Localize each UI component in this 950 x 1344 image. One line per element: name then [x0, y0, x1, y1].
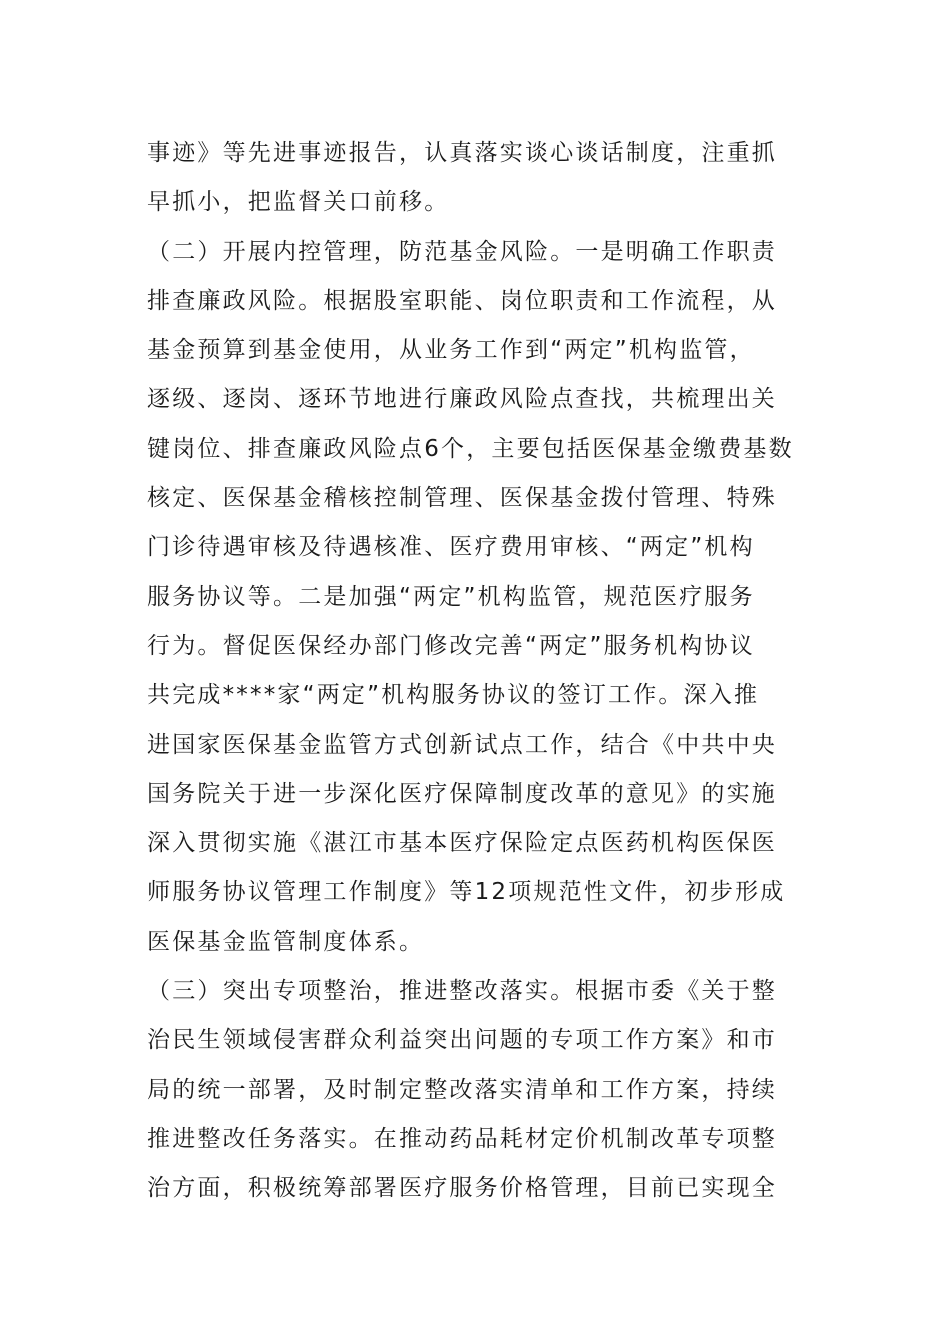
text-line: 门诊待遇审核及待遇核准、医疗费用审核、“两定”机构: [147, 534, 755, 561]
text-line: 逐级、逐岗、逐环节地进行廉政风险点查找，共梳理出关: [147, 386, 777, 413]
text-line: （二）开展内控管理，防范基金风险。一是明确工作职责: [147, 238, 777, 265]
text-line: 治民生领域侵害群众利益突出问题的专项工作方案》和市: [147, 1027, 777, 1054]
body-text: [147, 129, 810, 1214]
text-line: 师服务协议管理工作制度》等12项规范性文件，初步形成: [147, 879, 786, 906]
text-line: 共完成****家“两定”机构服务协议的签订工作。深入推: [147, 682, 760, 709]
text-line: 医保基金监管制度体系。: [147, 928, 425, 955]
text-line: 治方面，积极统筹部署医疗服务价格管理，目前已实现全: [147, 1175, 777, 1202]
text-line: 键岗位、排查廉政风险点6个，主要包括医保基金缴费基数: [147, 435, 794, 462]
text-line: 国务院关于进一步深化医疗保障制度改革的意见》的实施: [147, 780, 777, 807]
text-line: （三）突出专项整治，推进整改落实。根据市委《关于整: [147, 978, 777, 1005]
text-line: 早抓小，把监督关口前移。: [147, 189, 450, 216]
text-line: 推进整改任务落实。在推动药品耗材定价机制改革专项整: [147, 1125, 777, 1152]
text-line: 核定、医保基金稽核控制管理、医保基金拨付管理、特殊: [147, 485, 777, 512]
text-line: 行为。督促医保经办部门修改完善“两定”服务机构协议: [147, 632, 755, 659]
text-line: 排查廉政风险。根据股室职能、岗位职责和工作流程，从: [147, 287, 777, 314]
text-line: 局的统一部署，及时制定整改落实清单和工作方案，持续: [147, 1076, 777, 1103]
text-line: 基金预算到基金使用，从业务工作到“两定”机构监管，: [147, 337, 755, 364]
text-line: 事迹》等先进事迹报告，认真落实谈心谈话制度，注重抓: [147, 140, 777, 166]
text-line: 深入贯彻实施《湛江市基本医疗保险定点医药机构医保医: [147, 830, 777, 857]
text-line: 服务协议等。二是加强“两定”机构监管，规范医疗服务: [147, 583, 755, 610]
text-line: 进国家医保基金监管方式创新试点工作，结合《中共中央: [147, 731, 777, 758]
